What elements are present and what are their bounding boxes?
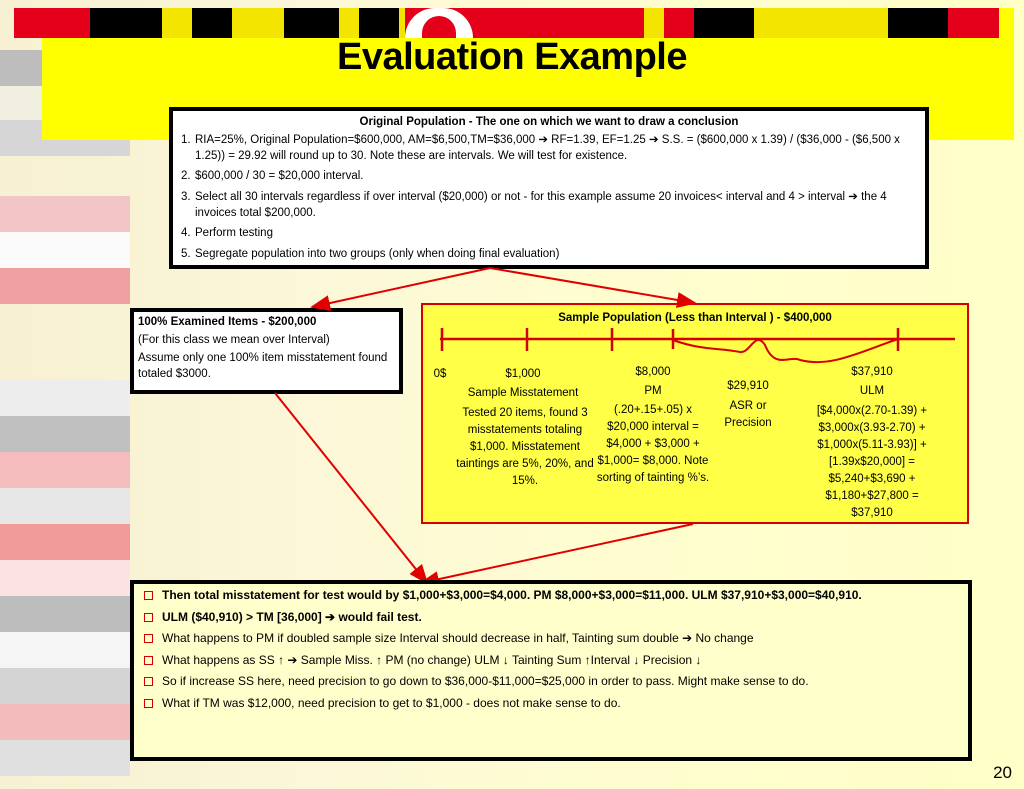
list-item bbox=[144, 696, 958, 718]
step-number: 4. bbox=[181, 227, 191, 239]
list-item bbox=[144, 588, 958, 610]
conclusion-text: What happens as SS ↑ ➔ Sample Miss. ↑ PM (no change) ULM ↓ Tainting Sum ↑Interval ↓ Precision ↓ bbox=[162, 652, 702, 667]
examined-items-heading: 100% Examined Items - $200,000 bbox=[138, 316, 317, 328]
conclusion-text: ULM ($40,910) > TM [36,000] ➔ would fail test. bbox=[162, 609, 422, 624]
arrow-examined-to-result bbox=[275, 393, 427, 583]
step-number: 3. bbox=[181, 191, 191, 203]
precision-value: $29,910 bbox=[727, 380, 769, 392]
step-text: RIA=25%, Original Population=$600,000, AM=$6,500,TM=$36,000 ➔ RF=1.39, EF=1.25 ➔ S.S. = ($600,000 x 1.39) / ($36,000 - ($6,500 x 1.25)) = 29.92 will round up to 30. Note these are intervals. We will test for existence. bbox=[195, 134, 900, 162]
bullet-icon bbox=[144, 656, 153, 665]
pm-value: $8,000 bbox=[635, 366, 671, 378]
step-text: Select all 30 intervals regardless if over interval ($20,000) or not - for this example assume 20 invoices< interval and 4 > interval ➔ the 4 invoices total $200,000. bbox=[195, 191, 887, 219]
ulm-value: $37,910 bbox=[851, 366, 893, 378]
sample-misstatement-detail: Tested 20 items, found 3 misstatements totaling $1,000. Misstatement taintings are 5%, 20%, and 15%. bbox=[456, 407, 594, 487]
step-number: 2. bbox=[181, 170, 191, 182]
conclusions-box bbox=[130, 580, 972, 761]
slide-title: Evaluation Example bbox=[336, 36, 687, 78]
examined-items-assumption: Assume only one 100% item misstatement found totaled $3000. bbox=[138, 352, 388, 380]
step-number: 5. bbox=[181, 248, 191, 260]
step-text: Segregate population into two groups (only when doing final evaluation) bbox=[195, 248, 560, 260]
bullet-icon bbox=[144, 677, 153, 686]
list-item bbox=[144, 653, 958, 675]
bullet-icon bbox=[144, 613, 153, 622]
ulm-detail: [$4,000x(2.70-1.39) + $3,000x(3.93-2.70) + $1,000x(5.11-3.93)] + [1.39x$20,000] = $5,240+$3,690 + $1,180+$27,800 = $37,910 bbox=[816, 405, 928, 519]
precision-wave bbox=[673, 339, 898, 362]
original-population-heading: Original Population - The one on which we want to draw a conclusion bbox=[359, 116, 739, 128]
sample-population-heading: Sample Population (Less than Interval ) - $400,000 bbox=[558, 312, 832, 324]
conclusion-text: What if TM was $12,000, need precision to get to $1,000 - does not make sense to do. bbox=[162, 695, 621, 710]
step-text: Perform testing bbox=[195, 227, 273, 239]
precision-label: ASR or Precision bbox=[724, 400, 772, 429]
sample-misstatement-label: Sample Misstatement bbox=[467, 387, 579, 399]
conclusion-text: So if increase SS here, need precision to go down to $36,000-$11,000=$25,000 in order to pass. Might make sense to do. bbox=[162, 674, 809, 688]
bullet-icon bbox=[144, 591, 153, 600]
list-item bbox=[144, 631, 958, 653]
arrow-to-examined bbox=[312, 268, 490, 307]
step-number: 1. bbox=[181, 134, 191, 146]
pm-detail: (.20+.15+.05) x $20,000 interval = $4,000 + $3,000 + $1,000= $8,000. Note sorting of tainting %’s. bbox=[596, 404, 710, 484]
bullet-icon bbox=[144, 634, 153, 643]
list-item bbox=[144, 610, 958, 632]
arrow-to-sample bbox=[490, 268, 695, 303]
ulm-label: ULM bbox=[859, 385, 885, 397]
zero-label: 0$ bbox=[433, 368, 447, 380]
conclusion-text: Then total misstatement for test would by $1,000+$3,000=$4,000. PM $8,000+$3,000=$11,000. ULM $37,910+$3,000=$40,910. bbox=[162, 588, 862, 602]
examined-items-note: (For this class we mean over Interval) bbox=[138, 334, 330, 346]
conclusions-list bbox=[144, 588, 958, 717]
arrow-sample-to-result bbox=[421, 524, 693, 583]
pm-label: PM bbox=[644, 385, 662, 397]
sample-misstatement-value: $1,000 bbox=[505, 368, 541, 380]
list-item bbox=[144, 674, 958, 696]
conclusion-text: What happens to PM if doubled sample size Interval should decrease in half, Tainting sum double ➔ No change bbox=[162, 631, 754, 645]
step-text: $600,000 / 30 = $20,000 interval. bbox=[195, 170, 364, 182]
bullet-icon bbox=[144, 699, 153, 708]
page-number: 20 bbox=[993, 763, 1012, 782]
